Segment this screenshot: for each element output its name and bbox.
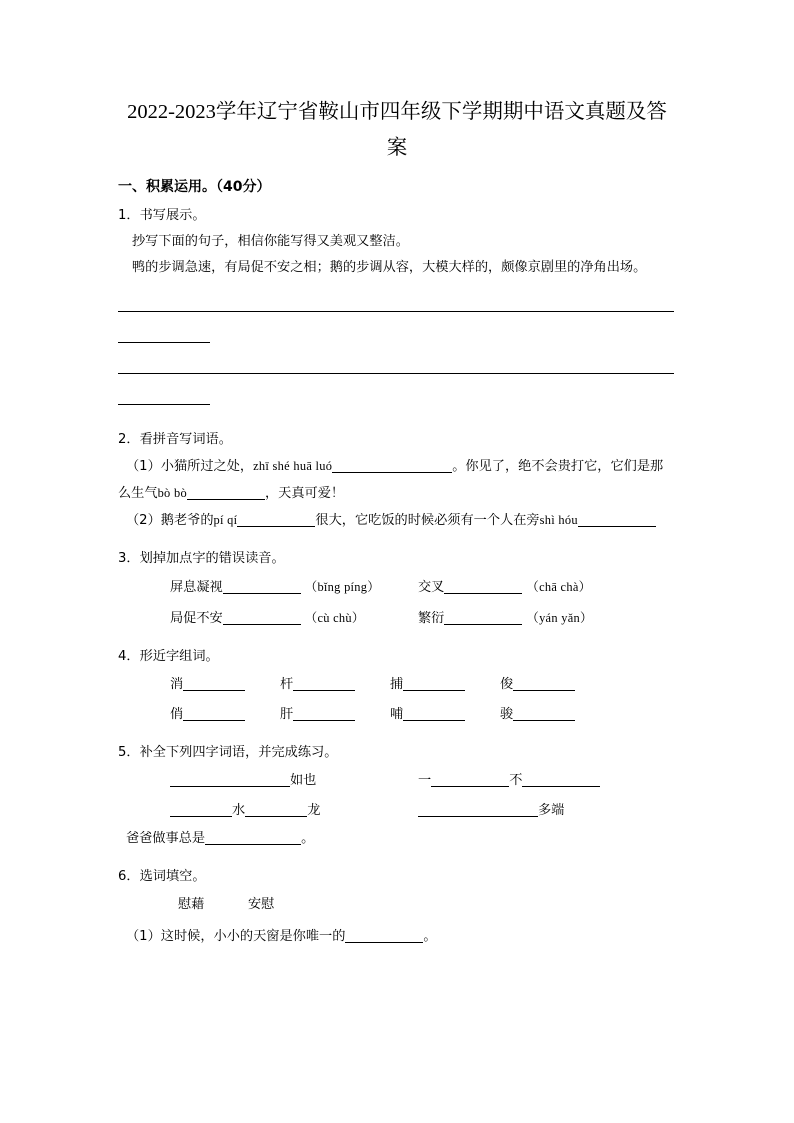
question-4-row-2 — [118, 700, 676, 730]
question-5-practice — [118, 826, 676, 852]
q4-cell-8 — [500, 700, 610, 730]
q5-idiom3-part2: 龙 — [307, 803, 321, 818]
q4-cell-7 — [390, 700, 500, 730]
q5-idiom2-blank-1[interactable] — [431, 773, 509, 787]
q3-row1-left — [118, 572, 418, 603]
q5-idiom3-blank-2[interactable] — [245, 803, 307, 817]
q5-practice-end: 。 — [301, 831, 315, 846]
q4-char-3: 捕 — [390, 677, 404, 692]
q3-row1-right — [418, 572, 676, 603]
q2-item2-text-b: 很大，它吃饭的时候必须有一个人在旁 — [315, 513, 540, 528]
q4-cell-2 — [280, 670, 390, 700]
q6-item1-text-b: 。 — [423, 929, 437, 944]
q2-item1-pinyin-2: bò bò — [157, 486, 187, 500]
q3-row1-left-word: 屏息凝视 — [170, 580, 223, 595]
answer-line-short-2[interactable] — [118, 404, 210, 405]
q3-row1-right-pinyin: （chā chà） — [526, 580, 592, 594]
q4-char-4: 俊 — [500, 677, 514, 692]
q5-idiom2-part2: 不 — [509, 773, 523, 788]
question-1-instruction: 抄写下面的句子，相信你能写得又美观又整洁。 — [132, 234, 409, 249]
answer-line-long-1[interactable] — [118, 311, 674, 312]
q4-blank-4[interactable] — [513, 677, 575, 691]
q2-item2-pinyin-1: pí qí — [213, 513, 238, 527]
q5-idiom2-part1: 一 — [418, 773, 432, 788]
q3-row1-left-blank[interactable] — [223, 580, 301, 594]
page-title: 2022-2023学年辽宁省鞍山市四年级下学期期中语文真题及答案 — [127, 101, 667, 159]
q3-row2-left-word: 局促不安 — [170, 611, 223, 626]
answer-line-short-1[interactable] — [118, 342, 210, 343]
question-5-row-2 — [118, 796, 676, 826]
q5-idiom2-blank-2[interactable] — [522, 773, 600, 787]
question-1-answer-lines — [118, 311, 676, 405]
q4-char-1: 消 — [170, 677, 184, 692]
q3-row2-right-word: 繁衍 — [418, 611, 445, 626]
question-2-item-1-line-2 — [118, 480, 676, 507]
q4-char-8: 骏 — [500, 707, 514, 722]
q4-cell-4 — [500, 670, 610, 700]
q4-blank-6[interactable] — [293, 707, 355, 721]
page-content — [118, 94, 676, 950]
q2-item2-blank-1[interactable] — [237, 513, 315, 527]
q2-item2-pinyin-2: shì hóu — [539, 513, 578, 527]
q4-char-7: 哺 — [390, 707, 404, 722]
q2-item1-blank-1[interactable] — [332, 459, 452, 473]
q5-idiom4-suffix: 多端 — [538, 803, 565, 818]
question-2-item-2-line-1 — [118, 507, 676, 534]
q4-blank-1[interactable] — [183, 677, 245, 691]
question-1-sentence: 鸭的步调急速，有局促不安之相；鹅的步调从容，大模大样的，颇像京剧里的净角出场。 — [132, 260, 647, 275]
q2-item1-text-d: ，天真可爱！ — [264, 486, 345, 501]
question-2-number: 2．看拼音写词语。 — [118, 432, 232, 447]
q3-row2-right — [418, 603, 676, 634]
q2-item2-blank-2[interactable] — [578, 513, 656, 527]
q2-item1-text-c: 么生气 — [118, 486, 158, 501]
q3-row1-right-blank[interactable] — [444, 580, 522, 594]
q4-cell-1 — [170, 670, 280, 700]
q3-row2-left-pinyin: （cù chù） — [304, 611, 365, 625]
q3-row2-right-blank[interactable] — [444, 611, 522, 625]
q5-practice-blank[interactable] — [205, 831, 301, 845]
q6-word-2: 安慰 — [248, 897, 275, 912]
q2-item2-text-a: （2）鹅老爷的 — [126, 513, 214, 528]
q3-row2-left — [118, 603, 418, 634]
question-3-row-2 — [118, 603, 676, 634]
q2-item1-text-b: 。你见了，绝不会贵打它，它们是那 — [452, 459, 664, 474]
q5-idiom-1 — [118, 766, 418, 796]
q4-blank-7[interactable] — [403, 707, 465, 721]
q3-row1-left-pinyin: （bǐng píng） — [304, 580, 380, 594]
section-heading-1: 一、积累运用。（40分） — [118, 179, 271, 195]
question-3-number: 3．划掉加点字的错误读音。 — [118, 551, 285, 566]
q2-item1-text-a: （1）小猫所过之处， — [126, 459, 254, 474]
q4-blank-3[interactable] — [403, 677, 465, 691]
q6-item1-blank[interactable] — [345, 929, 423, 943]
question-6-number: 6．选词填空。 — [118, 869, 206, 884]
q5-idiom-3 — [118, 796, 418, 826]
q5-idiom4-blank[interactable] — [418, 803, 538, 817]
question-6-item-1 — [118, 924, 676, 950]
q4-char-2: 杆 — [280, 677, 294, 692]
question-1-number: 1．书写展示。 — [118, 208, 206, 223]
question-4-number: 4．形近字组词。 — [118, 649, 219, 664]
q2-item1-pinyin-1: zhī shé huā luó — [253, 459, 333, 473]
q4-blank-2[interactable] — [293, 677, 355, 691]
question-2-item-1-line-1 — [118, 453, 676, 480]
q3-row2-left-blank[interactable] — [223, 611, 301, 625]
q5-idiom1-blank[interactable] — [170, 773, 290, 787]
q5-idiom-2 — [418, 766, 676, 796]
q6-item1-text-a: （1）这时候，小小的天窗是你唯一的 — [126, 929, 346, 944]
q4-blank-8[interactable] — [513, 707, 575, 721]
q4-char-5: 俏 — [170, 707, 184, 722]
question-3-row-1 — [118, 572, 676, 603]
q2-item1-blank-2[interactable] — [187, 486, 265, 500]
question-5-number: 5．补全下列四字词语，并完成练习。 — [118, 745, 338, 760]
q4-char-6: 肝 — [280, 707, 294, 722]
q5-idiom1-suffix: 如也 — [290, 773, 317, 788]
q6-word-1: 慰藉 — [178, 897, 205, 912]
q4-cell-6 — [280, 700, 390, 730]
q5-idiom3-part1: 水 — [232, 803, 246, 818]
q4-blank-5[interactable] — [183, 707, 245, 721]
answer-line-long-2[interactable] — [118, 373, 674, 374]
q4-cell-5 — [170, 700, 280, 730]
question-6-word-bank — [118, 890, 676, 920]
q4-cell-3 — [390, 670, 500, 700]
q3-row2-right-pinyin: （yán yǎn） — [526, 611, 593, 625]
question-4-row-1 — [118, 670, 676, 700]
q5-practice-text: 爸爸做事总是 — [126, 831, 206, 846]
q5-idiom3-blank-1[interactable] — [170, 803, 232, 817]
question-5-row-1 — [118, 766, 676, 796]
q3-row1-right-word: 交叉 — [418, 580, 445, 595]
q5-idiom-4 — [418, 796, 676, 826]
